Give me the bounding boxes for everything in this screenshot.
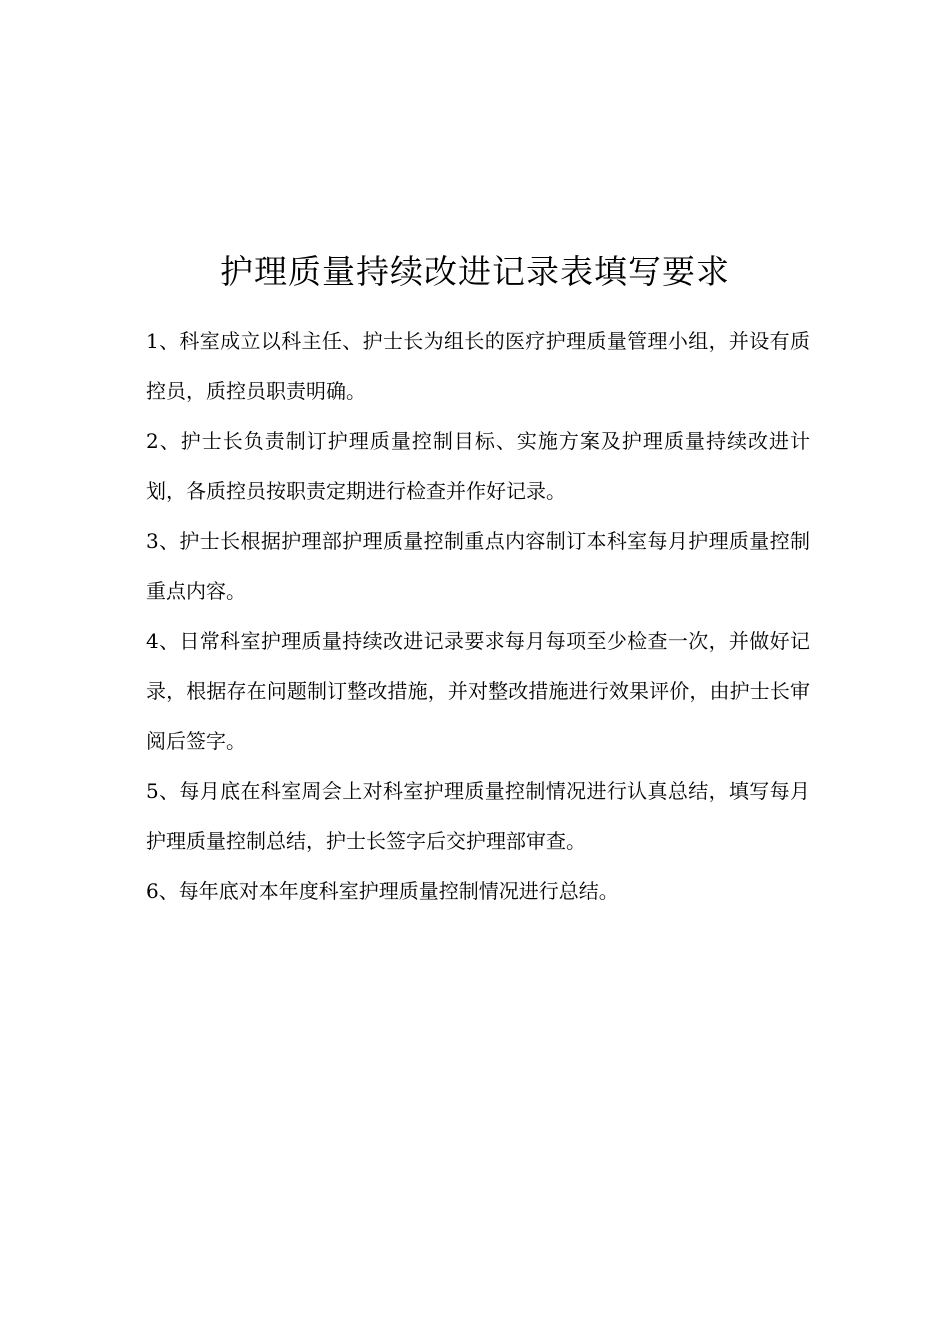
requirement-item-5: 5、每月底在科室周会上对科室护理质量控制情况进行认真总结，填写每月护理质量控制总结，护士长签字后交护理部审查。 [146, 779, 810, 853]
requirement-item-1: 1、科室成立以科主任、护士长为组长的医疗护理质量管理小组，并设有质控员，质控员职责明确。 [146, 329, 810, 403]
requirement-item-3: 3、护士长根据护理部护理质量控制重点内容制订本科室每月护理质量控制重点内容。 [146, 529, 810, 603]
document-title: 护理质量持续改进记录表填写要求 [220, 252, 730, 291]
requirement-item-4: 4、日常科室护理质量持续改进记录要求每月每项至少检查一次，并做好记录，根据存在问题制订整改措施，并对整改措施进行效果评价，由护士长审阅后签字。 [146, 629, 810, 753]
requirement-item-6: 6、每年底对本年度科室护理质量控制情况进行总结。 [146, 879, 619, 903]
requirements-list [146, 316, 810, 916]
requirement-item-2: 2、护士长负责制订护理质量控制目标、实施方案及护理质量持续改进计划，各质控员按职责定期进行检查并作好记录。 [146, 429, 810, 503]
